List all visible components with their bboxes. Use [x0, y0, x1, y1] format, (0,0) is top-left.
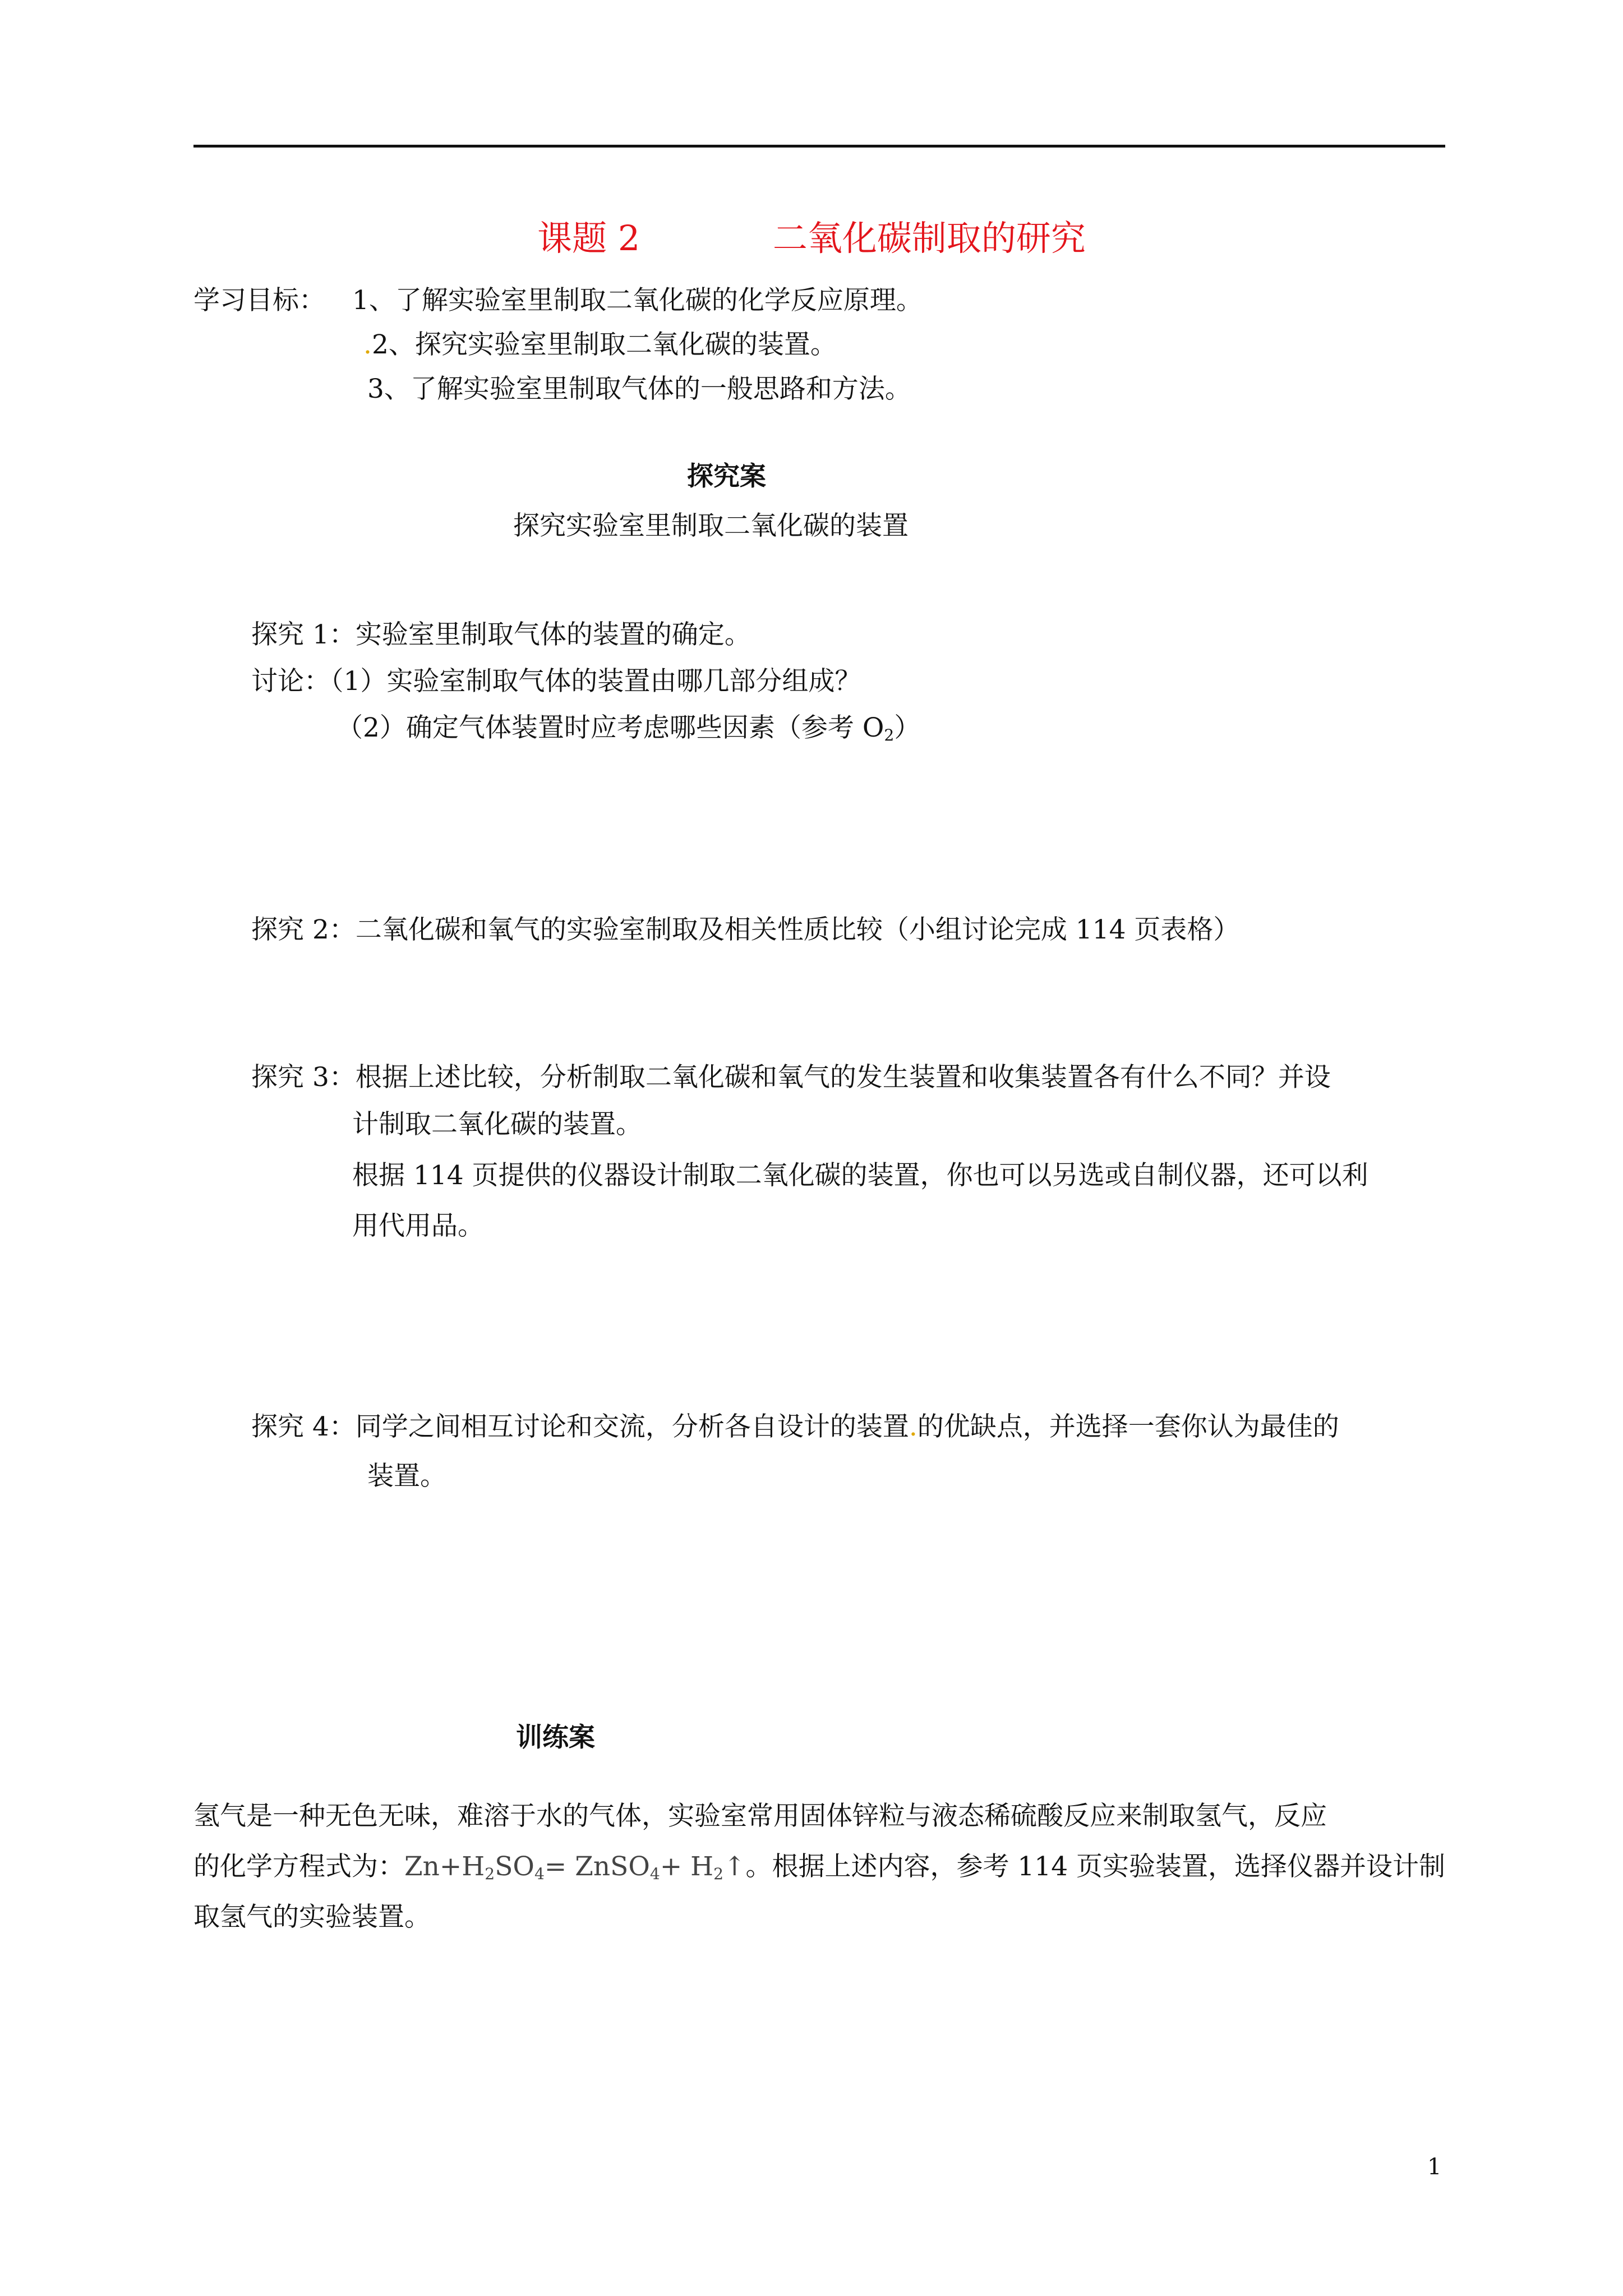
inquiry-3-line2: 计制取二氧化碳的装置。	[352, 1109, 642, 1140]
chemical-equation: $Zn+H_2SO_4=$ ZnSO$_4$+ $H_2↑$	[404, 1851, 746, 1884]
objective-1: 1、了解实验室里制取二氧化碳的化学反应原理。	[352, 285, 923, 316]
title-label: 课题 2	[537, 218, 640, 259]
inquiry-3-line4: 用代用品。	[352, 1211, 484, 1241]
inquiry-4-line1: 探究 4：同学之间相互讨论和交流，分析各自设计的装置.的优缺点，并选择一套你认为最佳的	[251, 1411, 1339, 1442]
inquiry-3-line1: 探究 3：根据上述比较，分析制取二氧化碳和氧气的发生装置和收集装置各有什么不同？并设	[251, 1062, 1331, 1093]
title-text: 二氧化碳制取的研究	[772, 218, 1086, 259]
objectives-heading: 学习目标：	[193, 285, 325, 316]
training-line3: 取氢气的实验装置。	[193, 1902, 431, 1932]
objective-2: .2、探究实验室里制取二氧化碳的装置。	[363, 329, 837, 360]
page-title	[0, 210, 1623, 260]
inquiry-heading: 探究案	[687, 461, 766, 492]
inquiry-subheading: 探究实验室里制取二氧化碳的装置	[513, 510, 909, 541]
inquiry-2: 探究 2：二氧化碳和氧气的实验室制取及相关性质比较（小组讨论完成 114 页表格）	[251, 914, 1240, 945]
inquiry-1: 探究 1：实验室里制取气体的装置的确定。	[251, 619, 751, 650]
discussion-1: 讨论：（1）实验室制取气体的装置由哪几部分组成？	[251, 666, 861, 697]
header-rule	[193, 145, 1445, 148]
inquiry-3-line3: 根据 114 页提供的仪器设计制取二氧化碳的装置，你也可以另选或自制仪器，还可以利	[352, 1160, 1368, 1191]
discussion-2: （2）确定气体装置时应考虑哪些因素（参考 $O_2$）	[336, 712, 921, 745]
objective-3: 3、了解实验室里制取气体的一般思路和方法。	[367, 374, 911, 404]
inquiry-4-line2: 装置。	[367, 1461, 446, 1492]
page-number: 1	[1427, 2154, 1442, 2180]
training-line2: 的化学方程式为：$Zn+H_2SO_4=$ ZnSO$_4$+ $H_2↑$。根据上述内容，参考 114 页实验装置，选择仪器并设计制	[193, 1851, 1446, 1884]
training-line1: 氢气是一种无色无味，难溶于水的气体，实验室常用固体锌粒与液态稀硫酸反应来制取氢气，反应	[193, 1801, 1327, 1832]
training-heading: 训练案	[516, 1722, 595, 1753]
